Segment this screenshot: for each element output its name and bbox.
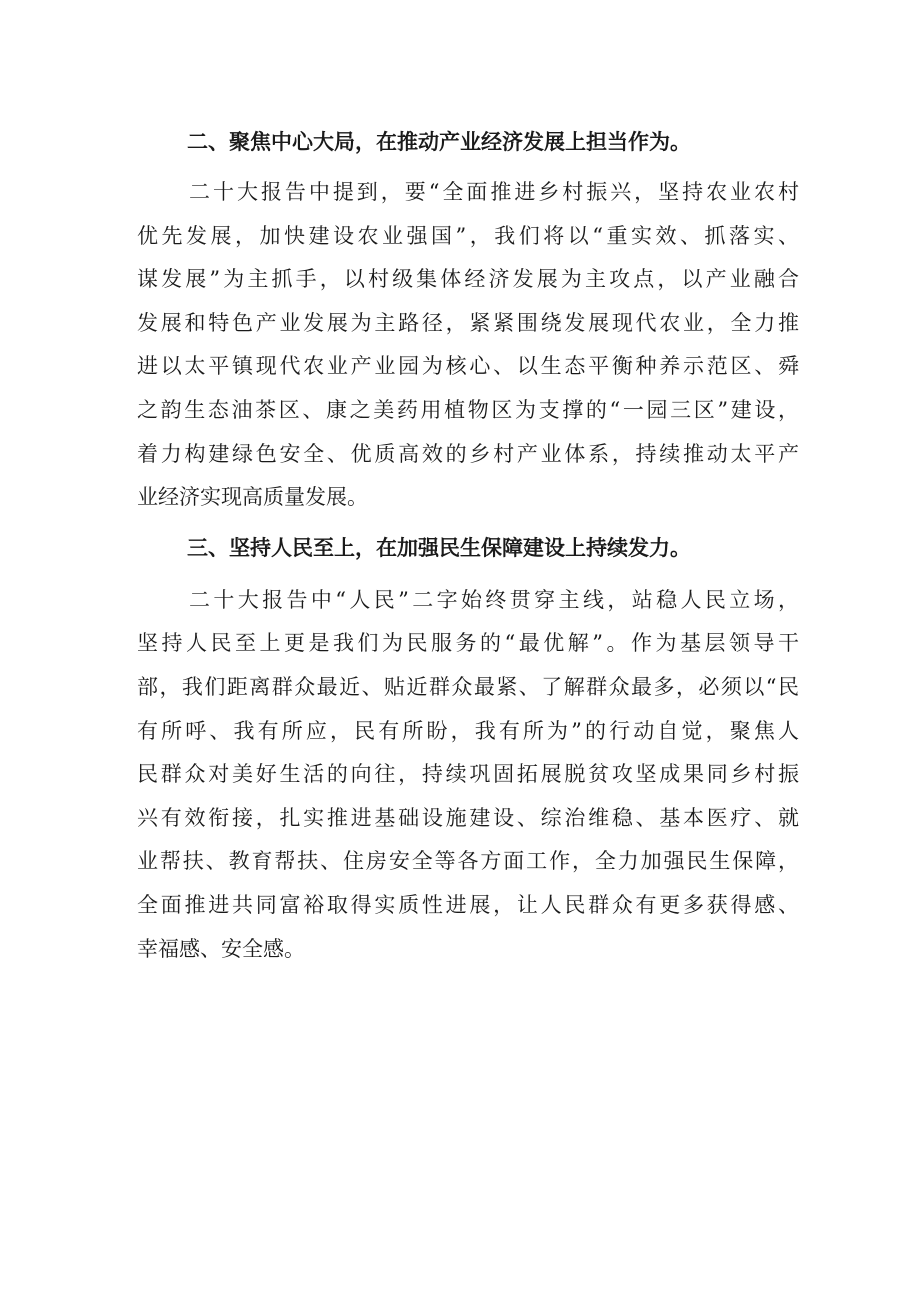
paragraph-line: 业经济实现高质量发展。 — [137, 485, 368, 510]
paragraph-line: 二十大报告中“人民”二字始终贯穿主线，站稳人民立场， — [189, 587, 799, 612]
document-body — [137, 128, 799, 971]
section-three-heading: 三、坚持人民至上，在加强民生保障建设上持续发力。 — [187, 535, 691, 560]
paragraph-line: 进以太平镇现代农业产业园为核心、以生态平衡种养示范区、舜 — [137, 354, 799, 379]
paragraph-line: 之韵生态油茶区、康之美药用植物区为支撑的“一园三区”建设， — [137, 397, 799, 422]
section-two-heading: 二、聚焦中心大局，在推动产业经济发展上担当作为。 — [187, 130, 691, 154]
paragraph-line: 坚持人民至上更是我们为民服务的“最优解”。作为基层领导干 — [137, 631, 799, 656]
paragraph-line: 谋发展”为主抓手，以村级集体经济发展为主攻点，以产业融合 — [137, 267, 799, 292]
section-two-paragraph — [137, 171, 799, 520]
paragraph-line: 优先发展，加快建设农业强国”，我们将以“重实效、抓落实、 — [137, 223, 799, 248]
paragraph-line: 幸福感、安全感。 — [137, 936, 305, 961]
paragraph-line: 民群众对美好生活的向往，持续巩固拓展脱贫攻坚成果同乡村振 — [137, 762, 799, 787]
paragraph-line: 二十大报告中提到，要“全面推进乡村振兴，坚持农业农村 — [189, 180, 799, 204]
paragraph-line: 业帮扶、教育帮扶、住房安全等各方面工作，全力加强民生保障， — [137, 849, 799, 874]
paragraph-line: 全面推进共同富裕取得实质性进展，让人民群众有更多获得感、 — [137, 892, 799, 917]
paragraph-line: 兴有效衔接，扎实推进基础设施建设、综治维稳、基本医疗、就 — [137, 805, 799, 830]
paragraph-line: 发展和特色产业发展为主路径，紧紧围绕发展现代农业，全力推 — [137, 310, 799, 335]
paragraph-line: 着力构建绿色安全、优质高效的乡村产业体系，持续推动太平产 — [137, 441, 799, 466]
paragraph-line: 有所呼、我有所应，民有所盼，我有所为”的行动自觉，聚焦人 — [137, 718, 799, 743]
paragraph-line: 部，我们距离群众最近、贴近群众最紧、了解群众最多，必须以“民 — [137, 674, 799, 699]
section-three-paragraph — [137, 579, 799, 971]
